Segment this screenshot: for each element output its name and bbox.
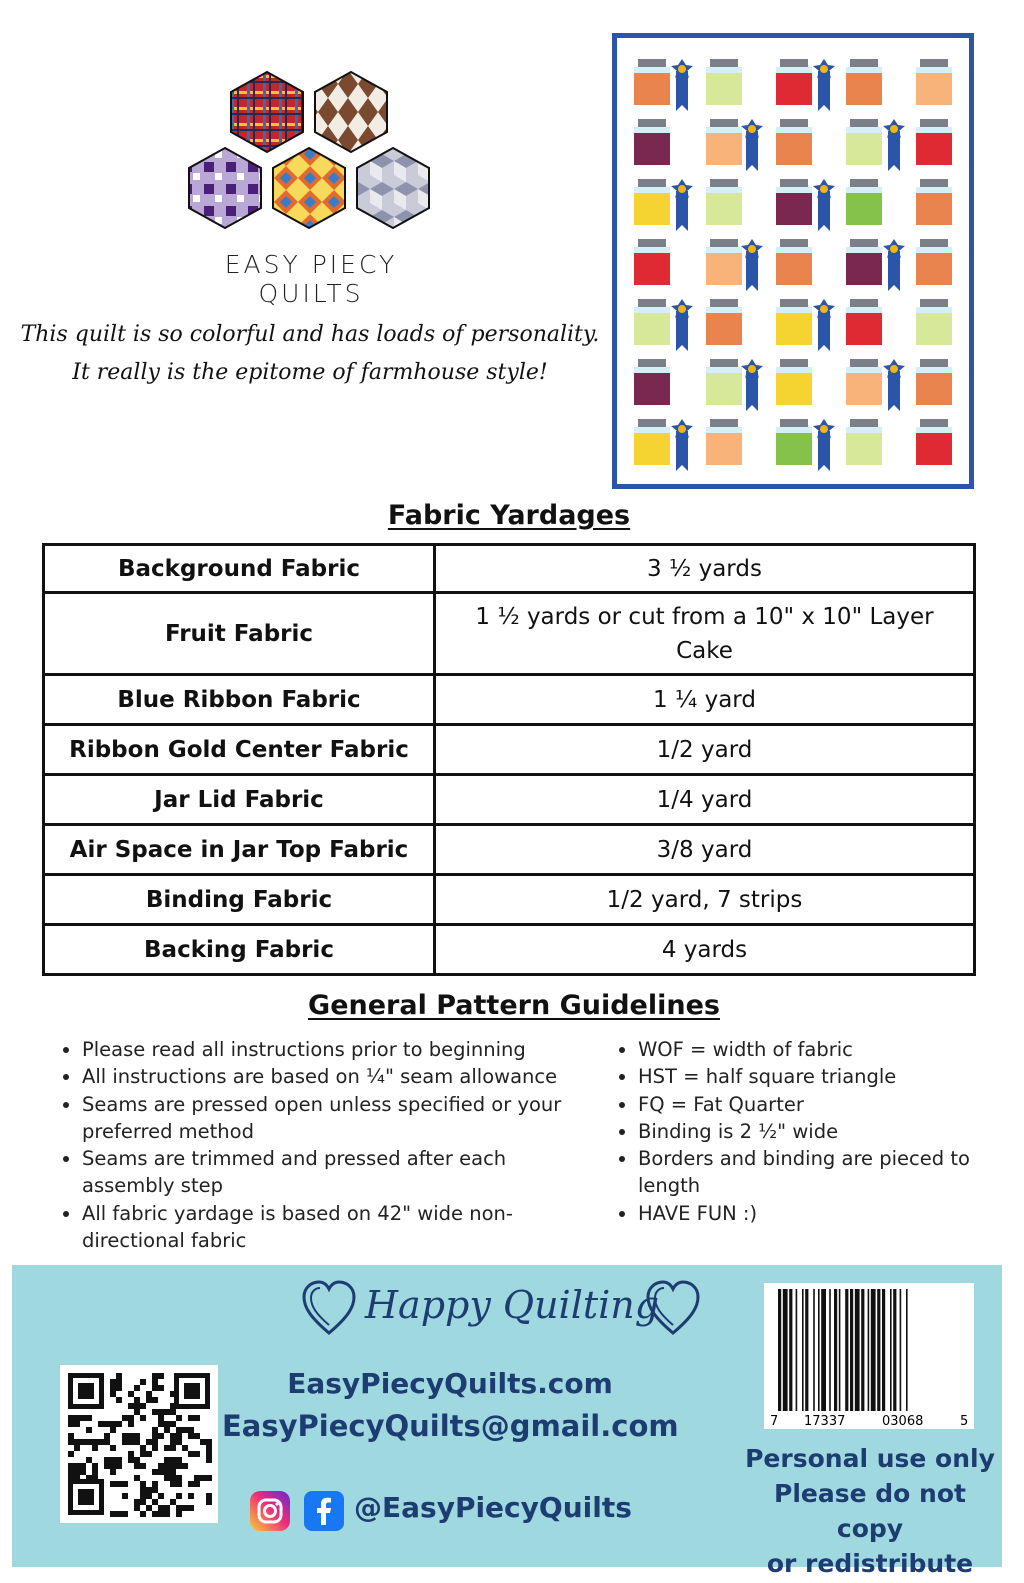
- guidelines-list-left: [54, 1036, 582, 1254]
- fabric-amount: 1/2 yard, 7 strips: [435, 875, 975, 925]
- happy-quilting-text: Happy Quilting: [364, 1283, 660, 1327]
- jar-block: [846, 239, 882, 285]
- barcode: [764, 1283, 974, 1429]
- footer-panel: [12, 1265, 1002, 1578]
- fabric-label: Fruit Fabric: [44, 593, 435, 675]
- tagline-line-1: This quilt is so colorful and has loads of personality.: [20, 322, 600, 347]
- jar-block: [634, 59, 670, 105]
- jar-block: [916, 239, 952, 285]
- fabric-label: Air Space in Jar Top Fabric: [44, 825, 435, 875]
- fabric-amount: 1 ½ yards or cut from a 10" x 10" Layer Cake: [435, 593, 975, 675]
- table-row: [44, 725, 975, 775]
- jar-block: [706, 179, 742, 225]
- table-row: [44, 593, 975, 675]
- jar-block: [916, 119, 952, 165]
- barcode-digit: 7: [770, 1414, 779, 1429]
- jar-block: [776, 419, 812, 465]
- fabric-label: Ribbon Gold Center Fabric: [44, 725, 435, 775]
- jar-block: [634, 119, 670, 165]
- jar-block: [846, 419, 882, 465]
- guidelines-list-right: [610, 1036, 1018, 1227]
- fabric-amount: 3/8 yard: [435, 825, 975, 875]
- quilt-cover-image: [612, 33, 974, 489]
- jar-block: [846, 359, 882, 405]
- list-item: • HST = half square triangle: [638, 1063, 1018, 1090]
- fabric-label: Background Fabric: [44, 545, 435, 593]
- jar-block: [634, 359, 670, 405]
- jar-block: [776, 119, 812, 165]
- jar-block: [634, 239, 670, 285]
- instagram-icon[interactable]: [250, 1491, 290, 1531]
- list-item: • WOF = width of fabric: [638, 1036, 1018, 1063]
- list-item: • HAVE FUN :): [638, 1200, 1018, 1227]
- fabric-yardage-table: [42, 543, 976, 976]
- fabric-label: Binding Fabric: [44, 875, 435, 925]
- fabric-label: Jar Lid Fabric: [44, 775, 435, 825]
- table-row: [44, 825, 975, 875]
- notice-line: or redistribute: [766, 1549, 974, 1578]
- barcode-digit: 03068: [882, 1414, 924, 1429]
- jar-block: [846, 59, 882, 105]
- table-row: [44, 545, 975, 593]
- list-item: • Please read all instructions prior to beginning: [82, 1036, 582, 1063]
- fabric-amount: 3 ½ yards: [435, 545, 975, 593]
- jar-block: [776, 299, 812, 345]
- list-item: • Borders and binding are pieced to length: [638, 1145, 1018, 1200]
- list-item: • Seams are trimmed and pressed after each assembly step: [82, 1145, 582, 1200]
- fabric-amount: 1/4 yard: [435, 775, 975, 825]
- fabric-amount: 1/2 yard: [435, 725, 975, 775]
- jar-block: [634, 419, 670, 465]
- jar-block: [916, 299, 952, 345]
- jar-block: [916, 359, 952, 405]
- barcode-digit: 5: [960, 1414, 969, 1429]
- fabric-amount: 1 ¼ yard: [435, 675, 975, 725]
- table-row: [44, 875, 975, 925]
- tagline-line-2: It really is the epitome of farmhouse style!: [72, 360, 548, 385]
- list-item: • Binding is 2 ½" wide: [638, 1118, 1018, 1145]
- list-item: • FQ = Fat Quarter: [638, 1091, 1018, 1118]
- jar-block: [706, 299, 742, 345]
- fabric-amount: 4 yards: [435, 925, 975, 975]
- social-handle[interactable]: @EasyPiecyQuilts: [354, 1491, 632, 1524]
- table-row: [44, 675, 975, 725]
- heart-icon: [644, 1277, 702, 1339]
- fabric-label: Backing Fabric: [44, 925, 435, 975]
- jar-block: [916, 59, 952, 105]
- jar-block: [846, 299, 882, 345]
- list-item: • All fabric yardage is based on 42" wide non-directional fabric: [82, 1200, 582, 1255]
- jar-block: [846, 119, 882, 165]
- facebook-icon[interactable]: [304, 1491, 344, 1531]
- jar-block: [776, 239, 812, 285]
- notice-line: Please do not copy: [774, 1479, 966, 1543]
- jar-block: [634, 299, 670, 345]
- jar-block: [706, 359, 742, 405]
- fabric-yardages-heading: Fabric Yardages: [387, 500, 631, 531]
- fabric-label: Blue Ribbon Fabric: [44, 675, 435, 725]
- jar-block: [846, 179, 882, 225]
- tagline: [20, 316, 600, 392]
- copyright-notice: [742, 1441, 998, 1581]
- jar-block: [916, 179, 952, 225]
- jar-block: [706, 239, 742, 285]
- jar-block: [634, 179, 670, 225]
- table-row: [44, 775, 975, 825]
- easy-piecy-quilts-logo: [178, 70, 440, 260]
- jar-block: [706, 119, 742, 165]
- list-item: • Seams are pressed open unless specified or your preferred method: [82, 1091, 582, 1146]
- jar-block: [776, 359, 812, 405]
- jar-block: [706, 59, 742, 105]
- website-link[interactable]: EasyPiecyQuilts.com: [287, 1367, 613, 1400]
- barcode-digit: 17337: [804, 1414, 846, 1429]
- brand-name: EASY PIECY QUILTS: [224, 250, 398, 308]
- social-links: [250, 1487, 650, 1541]
- notice-line: Personal use only: [745, 1444, 995, 1473]
- jar-block: [706, 419, 742, 465]
- jar-block: [916, 419, 952, 465]
- qr-code[interactable]: [60, 1365, 218, 1523]
- jar-block: [776, 59, 812, 105]
- jar-block: [776, 179, 812, 225]
- guidelines-heading: General Pattern Guidelines: [308, 990, 720, 1021]
- email-link[interactable]: EasyPiecyQuilts@gmail.com: [222, 1409, 679, 1443]
- table-row: [44, 925, 975, 975]
- list-item: • All instructions are based on ¼" seam allowance: [82, 1063, 582, 1090]
